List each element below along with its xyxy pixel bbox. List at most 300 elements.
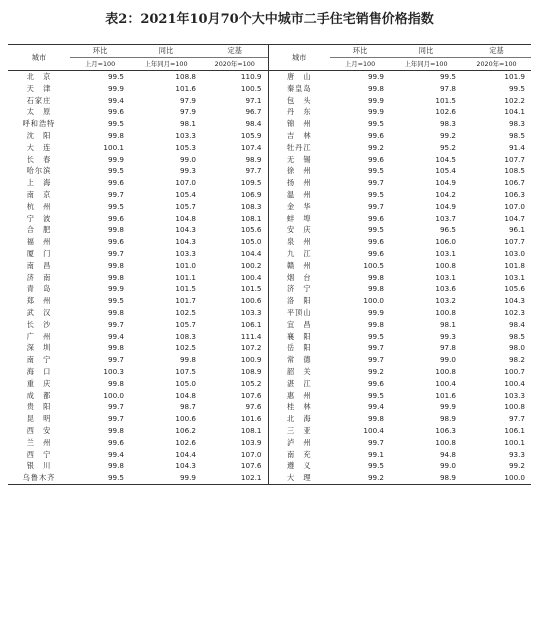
- cell-dj-right: 98.0: [508, 343, 525, 353]
- cell-dj-right: 101.9: [504, 72, 525, 81]
- table-body: [8, 71, 531, 485]
- cell-city-left: 贵 阳: [26, 402, 52, 412]
- cell-city-left: 昆 明: [26, 414, 52, 424]
- table-row: [8, 390, 531, 402]
- cell-tb-left: 99.8: [179, 355, 196, 365]
- cell-hb-right: 99.9: [367, 107, 384, 117]
- header-city-left: 城市: [31, 52, 47, 62]
- cell-city-right: 惠 州: [268, 390, 330, 402]
- cell-tb-left: 103.3: [175, 130, 196, 140]
- cell-hb-right: 99.7: [367, 355, 384, 365]
- cell-dj-right: 93.3: [508, 449, 525, 459]
- cell-hb-left: 99.7: [107, 319, 124, 329]
- cell-dj-right: 108.5: [504, 166, 525, 176]
- cell-hb-left: 99.4: [107, 95, 124, 105]
- cell-hb-left: 99.5: [107, 72, 124, 81]
- cell-city-right: 遵 义: [268, 460, 330, 472]
- table-row: [8, 248, 531, 260]
- cell-tb-left: 108.8: [175, 72, 196, 81]
- cell-tb-right: 99.5: [439, 72, 456, 81]
- cell-tb-left: 102.5: [175, 343, 196, 353]
- cell-dj-left: 100.5: [240, 83, 262, 93]
- cell-city-right: 唐 山: [268, 71, 330, 83]
- cell-hb-left: 99.5: [107, 119, 124, 129]
- cell-dj-right: 91.4: [508, 142, 525, 152]
- cell-city-left: 南 昌: [26, 260, 52, 270]
- cell-dj-right: 96.1: [508, 225, 525, 235]
- cell-dj-left: 105.6: [240, 225, 262, 235]
- cell-city-right: 秦皇岛: [268, 83, 330, 95]
- header-row-top: [8, 45, 531, 58]
- cell-city-right: 赣 州: [268, 260, 330, 272]
- cell-dj-left: 100.4: [240, 272, 262, 282]
- cell-dj-right: 100.1: [504, 437, 525, 447]
- table-row: [8, 236, 531, 248]
- cell-hb-right: 99.8: [367, 414, 384, 424]
- cell-hb-left: 99.8: [107, 225, 124, 235]
- cell-dj-left: 110.9: [240, 72, 262, 81]
- cell-dj-left: 106.9: [240, 189, 262, 199]
- cell-hb-left: 99.4: [107, 449, 124, 459]
- cell-city-left: 上 海: [26, 178, 52, 188]
- cell-tb-left: 104.4: [175, 449, 196, 459]
- table-row: [8, 260, 531, 272]
- cell-tb-left: 103.3: [175, 248, 196, 258]
- cell-dj-left: 100.9: [240, 355, 262, 365]
- table-row: [8, 331, 531, 343]
- table-row: [8, 449, 531, 461]
- cell-tb-right: 98.1: [439, 319, 456, 329]
- cell-dj-left: 107.0: [240, 449, 262, 459]
- cell-dj-right: 106.7: [504, 178, 525, 188]
- cell-hb-left: 99.9: [107, 154, 124, 164]
- header-dj-right: 定基: [489, 46, 504, 55]
- cell-city-left: 济 南: [26, 272, 52, 282]
- cell-hb-right: 99.8: [367, 83, 384, 93]
- cell-dj-left: 108.9: [240, 366, 262, 376]
- cell-hb-right: 99.7: [367, 178, 384, 188]
- table-row: [8, 342, 531, 354]
- header-dj-sub-right: 2020年=100: [462, 58, 531, 71]
- cell-hb-left: 99.6: [107, 213, 124, 223]
- cell-tb-right: 99.9: [439, 402, 456, 412]
- cell-tb-right: 99.0: [439, 355, 456, 365]
- cell-city-right: 泉 州: [268, 236, 330, 248]
- cell-dj-left: 103.3: [240, 307, 262, 317]
- cell-city-left: 长 沙: [26, 319, 52, 329]
- cell-tb-right: 104.5: [435, 154, 456, 164]
- cell-dj-right: 104.1: [504, 107, 525, 117]
- table-row: [8, 189, 531, 201]
- cell-city-right: 无 锡: [268, 154, 330, 166]
- header-city-right: 城市: [268, 45, 330, 71]
- cell-dj-left: 106.1: [240, 319, 262, 329]
- cell-dj-left: 97.1: [245, 95, 262, 105]
- cell-tb-left: 101.0: [175, 260, 196, 270]
- cell-tb-left: 105.0: [175, 378, 196, 388]
- cell-city-left: 兰 州: [26, 437, 52, 447]
- table-row: [8, 83, 531, 95]
- cell-tb-left: 102.6: [175, 437, 196, 447]
- cell-dj-right: 100.7: [504, 366, 525, 376]
- cell-hb-right: 99.9: [367, 307, 384, 317]
- cell-city-left: 乌鲁木齐: [22, 473, 56, 483]
- cell-city-left: 成 都: [26, 390, 52, 400]
- cell-hb-right: 99.5: [367, 166, 384, 176]
- cell-tb-right: 103.1: [435, 248, 456, 258]
- cell-dj-left: 105.9: [240, 130, 262, 140]
- cell-city-left: 太 原: [26, 107, 52, 117]
- cell-hb-left: 99.8: [107, 260, 124, 270]
- cell-hb-right: 99.9: [367, 95, 384, 105]
- cell-tb-right: 98.9: [439, 473, 456, 483]
- cell-hb-right: 99.2: [367, 366, 384, 376]
- cell-tb-left: 105.7: [175, 319, 196, 329]
- cell-dj-left: 97.7: [245, 166, 262, 176]
- header-hb-sub-left: 上月=100: [70, 58, 130, 71]
- cell-city-left: 重 庆: [26, 378, 52, 388]
- cell-dj-right: 97.7: [508, 414, 525, 424]
- cell-city-left: 青 岛: [26, 284, 52, 294]
- cell-hb-right: 99.5: [367, 189, 384, 199]
- cell-dj-left: 104.4: [240, 248, 262, 258]
- table-row: [8, 437, 531, 449]
- cell-city-left: 大 连: [26, 142, 52, 152]
- cell-tb-left: 107.5: [175, 366, 196, 376]
- cell-city-left: 北 京: [26, 72, 52, 81]
- cell-hb-right: 99.4: [367, 402, 384, 412]
- cell-hb-right: 99.6: [367, 237, 384, 247]
- cell-hb-left: 99.6: [107, 237, 124, 247]
- cell-dj-right: 102.2: [504, 95, 525, 105]
- cell-hb-right: 99.7: [367, 437, 384, 447]
- cell-city-left: 郑 州: [26, 296, 52, 306]
- cell-tb-right: 104.2: [435, 189, 456, 199]
- cell-dj-left: 103.9: [240, 437, 262, 447]
- header-hb-right: 环比: [352, 46, 368, 55]
- cell-hb-right: 99.8: [367, 319, 384, 329]
- cell-dj-left: 101.6: [240, 414, 262, 424]
- cell-city-right: 徐 州: [268, 165, 330, 177]
- cell-tb-left: 105.3: [175, 142, 196, 152]
- table-row: [8, 295, 531, 307]
- cell-tb-left: 104.8: [175, 390, 196, 400]
- cell-dj-right: 106.3: [504, 189, 525, 199]
- cell-hb-left: 99.8: [107, 343, 124, 353]
- table-row: [8, 213, 531, 225]
- cell-city-left: 深 圳: [26, 343, 52, 353]
- cell-hb-left: 99.6: [107, 178, 124, 188]
- cell-dj-left: 100.2: [240, 260, 262, 270]
- cell-dj-right: 103.3: [504, 390, 525, 400]
- cell-dj-left: 96.7: [245, 107, 262, 117]
- cell-dj-left: 100.6: [240, 296, 262, 306]
- cell-dj-left: 109.5: [240, 178, 262, 188]
- cell-tb-left: 104.3: [175, 461, 196, 471]
- cell-tb-right: 104.9: [435, 201, 456, 211]
- cell-hb-right: 99.5: [367, 331, 384, 341]
- cell-city-left: 杭 州: [26, 201, 52, 211]
- cell-hb-right: 100.4: [363, 425, 384, 435]
- cell-tb-right: 94.8: [439, 449, 456, 459]
- table-row: [8, 378, 531, 390]
- cell-tb-right: 100.8: [435, 366, 456, 376]
- cell-hb-right: 99.8: [367, 284, 384, 294]
- cell-hb-left: 99.8: [107, 272, 124, 282]
- cell-city-right: 洛 阳: [268, 295, 330, 307]
- cell-dj-right: 101.8: [504, 260, 525, 270]
- cell-dj-right: 99.2: [508, 461, 525, 471]
- cell-dj-right: 98.5: [508, 130, 525, 140]
- cell-dj-left: 101.5: [240, 284, 262, 294]
- cell-city-left: 西 安: [26, 425, 52, 435]
- cell-tb-right: 106.0: [435, 237, 456, 247]
- cell-city-left: 广 州: [26, 331, 52, 341]
- cell-city-right: 三 亚: [268, 425, 330, 437]
- cell-dj-right: 104.3: [504, 296, 525, 306]
- cell-city-left: 银 川: [26, 461, 52, 471]
- cell-dj-right: 107.0: [504, 201, 525, 211]
- cell-hb-left: 99.6: [107, 437, 124, 447]
- header-tb-left: 同比: [158, 46, 174, 55]
- cell-city-left: 合 肥: [26, 225, 52, 235]
- cell-tb-right: 106.3: [435, 425, 456, 435]
- cell-tb-left: 107.0: [175, 178, 196, 188]
- cell-city-left: 宁 波: [26, 213, 52, 223]
- header-dj-left: 定基: [227, 46, 242, 55]
- cell-tb-left: 101.7: [175, 296, 196, 306]
- cell-tb-right: 103.2: [435, 296, 456, 306]
- table-row: [8, 118, 531, 130]
- table-row: [8, 460, 531, 472]
- cell-city-left: 南 京: [26, 189, 52, 199]
- cell-city-left: 石家庄: [26, 95, 52, 105]
- cell-dj-right: 98.4: [508, 319, 525, 329]
- cell-city-left: 沈 阳: [26, 130, 52, 140]
- table-row: [8, 106, 531, 118]
- cell-hb-left: 99.7: [107, 414, 124, 424]
- cell-hb-right: 99.5: [367, 119, 384, 129]
- cell-hb-left: 99.4: [107, 331, 124, 341]
- cell-tb-left: 99.9: [179, 473, 196, 483]
- cell-dj-right: 100.4: [504, 378, 525, 388]
- cell-hb-right: 99.2: [367, 142, 384, 152]
- table-row: [8, 283, 531, 295]
- cell-city-right: 九 江: [268, 248, 330, 260]
- cell-tb-right: 95.2: [439, 142, 456, 152]
- table-row: [8, 165, 531, 177]
- header-hb-left: 环比: [92, 46, 108, 55]
- cell-city-left: 呼和浩特: [22, 119, 56, 129]
- cell-hb-left: 99.5: [107, 473, 124, 483]
- cell-city-right: 扬 州: [268, 177, 330, 189]
- table-row: [8, 413, 531, 425]
- cell-hb-right: 99.2: [367, 473, 384, 483]
- cell-hb-right: 100.0: [363, 296, 384, 306]
- cell-hb-left: 99.8: [107, 130, 124, 140]
- table-row: [8, 272, 531, 284]
- cell-tb-left: 105.7: [175, 201, 196, 211]
- cell-dj-right: 98.5: [508, 331, 525, 341]
- table-row: [8, 95, 531, 107]
- table-row: [8, 177, 531, 189]
- cell-hb-left: 99.7: [107, 402, 124, 412]
- cell-dj-left: 108.3: [240, 201, 262, 211]
- cell-tb-left: 104.8: [175, 213, 196, 223]
- cell-city-right: 大 理: [268, 472, 330, 484]
- cell-city-right: 丹 东: [268, 106, 330, 118]
- table-row: [8, 224, 531, 236]
- cell-city-left: 南 宁: [26, 355, 52, 365]
- cell-hb-left: 99.5: [107, 201, 124, 211]
- cell-tb-right: 103.7: [435, 213, 456, 223]
- header-dj-sub-left: 2020年=100: [202, 58, 268, 71]
- cell-tb-left: 100.6: [175, 414, 196, 424]
- table-row: [8, 307, 531, 319]
- cell-dj-right: 100.0: [504, 473, 525, 483]
- cell-tb-right: 98.3: [439, 119, 456, 129]
- cell-hb-left: 99.7: [107, 248, 124, 258]
- cell-dj-left: 98.4: [245, 119, 262, 129]
- cell-tb-left: 101.5: [175, 284, 196, 294]
- cell-dj-right: 99.5: [508, 83, 525, 93]
- cell-hb-right: 99.5: [367, 390, 384, 400]
- cell-tb-right: 100.8: [435, 260, 456, 270]
- cell-tb-left: 102.5: [175, 307, 196, 317]
- cell-hb-left: 99.7: [107, 355, 124, 365]
- cell-hb-left: 100.1: [103, 142, 124, 152]
- cell-tb-left: 97.9: [179, 107, 196, 117]
- cell-hb-left: 99.8: [107, 461, 124, 471]
- cell-city-right: 湛 江: [268, 378, 330, 390]
- cell-dj-right: 107.7: [504, 237, 525, 247]
- cell-tb-left: 104.3: [175, 225, 196, 235]
- cell-hb-right: 99.6: [367, 378, 384, 388]
- cell-city-right: 包 头: [268, 95, 330, 107]
- cell-tb-right: 97.8: [439, 83, 456, 93]
- cell-dj-left: 107.4: [240, 142, 262, 152]
- cell-city-right: 安 庆: [268, 224, 330, 236]
- cell-city-left: 天 津: [26, 83, 52, 93]
- cell-city-right: 襄 阳: [268, 331, 330, 343]
- cell-dj-right: 106.1: [504, 425, 525, 435]
- table-row: [8, 319, 531, 331]
- cell-dj-left: 107.6: [240, 461, 262, 471]
- cell-tb-right: 96.5: [439, 225, 456, 235]
- cell-city-right: 蚌 埠: [268, 213, 330, 225]
- table-row: [8, 354, 531, 366]
- cell-tb-right: 99.0: [439, 461, 456, 471]
- cell-dj-right: 103.0: [504, 248, 525, 258]
- cell-hb-right: 99.9: [367, 72, 384, 81]
- cell-city-right: 吉 林: [268, 130, 330, 142]
- cell-tb-right: 101.6: [435, 390, 456, 400]
- cell-tb-right: 100.4: [435, 378, 456, 388]
- cell-dj-right: 103.1: [504, 272, 525, 282]
- cell-dj-left: 107.6: [240, 390, 262, 400]
- cell-hb-left: 99.9: [107, 83, 124, 93]
- cell-city-right: 常 德: [268, 354, 330, 366]
- cell-hb-left: 100.0: [103, 390, 124, 400]
- cell-city-right: 金 华: [268, 201, 330, 213]
- cell-tb-right: 104.9: [435, 178, 456, 188]
- cell-dj-left: 111.4: [240, 331, 262, 341]
- cell-tb-right: 99.2: [439, 130, 456, 140]
- table-row: [8, 142, 531, 154]
- cell-tb-right: 99.3: [439, 331, 456, 341]
- cell-city-right: 宜 昌: [268, 319, 330, 331]
- header-tb-sub-right: 上年同月=100: [390, 58, 462, 71]
- cell-city-left: 武 汉: [26, 307, 52, 317]
- cell-hb-left: 99.8: [107, 378, 124, 388]
- cell-dj-right: 102.3: [504, 307, 525, 317]
- cell-hb-right: 99.6: [367, 213, 384, 223]
- cell-tb-left: 98.1: [179, 119, 196, 129]
- cell-hb-right: 100.5: [363, 260, 384, 270]
- cell-city-right: 平顶山: [268, 307, 330, 319]
- cell-tb-left: 106.2: [175, 425, 196, 435]
- cell-city-right: 烟 台: [268, 272, 330, 284]
- cell-dj-right: 98.3: [508, 119, 525, 129]
- cell-city-left: 哈尔滨: [26, 166, 52, 176]
- cell-dj-right: 100.8: [504, 402, 525, 412]
- table-title: 表2：2021年10月70个大中城市二手住宅销售价格指数: [105, 12, 434, 27]
- cell-hb-left: 100.3: [103, 366, 124, 376]
- cell-dj-right: 104.7: [504, 213, 525, 223]
- cell-hb-right: 99.6: [367, 248, 384, 258]
- cell-tb-right: 97.8: [439, 343, 456, 353]
- cell-city-right: 韶 关: [268, 366, 330, 378]
- cell-hb-left: 99.9: [107, 284, 124, 294]
- cell-hb-right: 99.5: [367, 225, 384, 235]
- cell-city-right: 南 充: [268, 449, 330, 461]
- header-tb-right: 同比: [418, 46, 434, 55]
- cell-dj-left: 105.2: [240, 378, 262, 388]
- table-row: [8, 154, 531, 166]
- table-row: [8, 130, 531, 142]
- cell-tb-left: 108.3: [175, 331, 196, 341]
- cell-city-right: 桂 林: [268, 401, 330, 413]
- table-row: [8, 425, 531, 437]
- table-row: [8, 201, 531, 213]
- cell-dj-left: 108.1: [240, 213, 262, 223]
- cell-city-right: 锦 州: [268, 118, 330, 130]
- cell-dj-left: 108.1: [240, 425, 262, 435]
- cell-hb-left: 99.5: [107, 166, 124, 176]
- cell-city-left: 长 春: [26, 154, 52, 164]
- cell-tb-right: 101.5: [435, 95, 456, 105]
- cell-tb-left: 101.1: [175, 272, 196, 282]
- cell-tb-right: 100.8: [435, 307, 456, 317]
- cell-city-left: 海 口: [26, 366, 52, 376]
- cell-dj-right: 105.6: [504, 284, 525, 294]
- table-row: [8, 401, 531, 413]
- cell-hb-left: 99.8: [107, 307, 124, 317]
- cell-hb-right: 99.7: [367, 343, 384, 353]
- cell-city-right: 牡丹江: [268, 142, 330, 154]
- cell-tb-right: 105.4: [435, 166, 456, 176]
- cell-dj-left: 102.1: [240, 473, 262, 483]
- cell-hb-left: 99.7: [107, 189, 124, 199]
- cell-city-right: 温 州: [268, 189, 330, 201]
- cell-tb-left: 99.3: [179, 166, 196, 176]
- cell-hb-right: 99.6: [367, 154, 384, 164]
- cell-dj-left: 105.0: [240, 237, 262, 247]
- cell-tb-left: 97.9: [179, 95, 196, 105]
- cell-hb-right: 99.5: [367, 461, 384, 471]
- cell-dj-right: 98.2: [508, 355, 525, 365]
- cell-dj-left: 107.2: [240, 343, 262, 353]
